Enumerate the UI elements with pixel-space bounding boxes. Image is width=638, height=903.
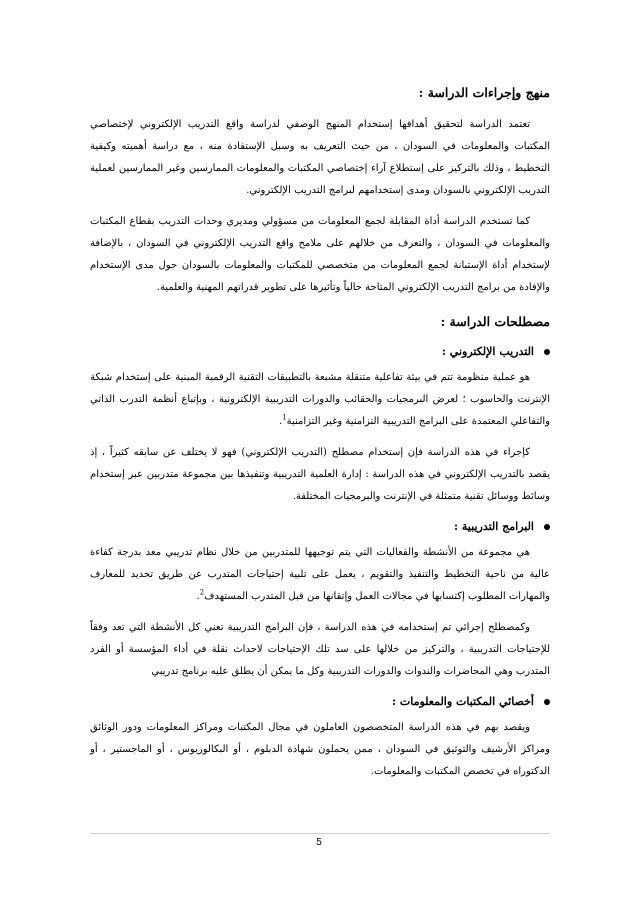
footnote-ref-1: 1: [282, 413, 287, 422]
method-paragraph-1: تعتمد الدراسة لتحقيق أهدافها إستخدام المنهج الوصفي لدراسة واقع التدريب الإلكتروني لإختصاصي المكتبات والمعلومات في السودان ، من حيث التعريف به وسبل الإستفادة منه ، مع دراسة أهميته وكيفية التخطيط ، وذلك بالتركيز على إستطلاع آراء إختصاصي المكتبات والمعلومات الممارسين وغير الممارسين لعملية التدريب الإلكتروني بالسودان ومدى إستخدامهم لبرامج التدريب الإلكتروني.: [90, 119, 550, 196]
bullet-icon: [544, 699, 550, 705]
term-title: أخصائي المكتبات والمعلومات :: [391, 695, 534, 708]
term1-paragraph-2: كإجراء في هذه الدراسة فإن إستخدام مصطلح (التدريب الإلكتروني) فهو لا يختلف عن سابقه كثيراً ، إذ يقصد بالتدريب الإلكتروني في هذه الدراسة : إدارة العلمية التدريبية وتنفيذها بين مجموعة متدربين عبر إستخدام وسائط ووسائل تقنية متمثلة في الإنترنت والبرمجيات المختلفة.: [90, 447, 550, 502]
term-title: البرامج التدريبية :: [454, 520, 534, 533]
method-heading: منهج وإجراءات الدراسة :: [418, 85, 550, 100]
term2-paragraph-2: وكمصطلح إجرائي تم إستخدامه في هذه الدراسة ، فإن البرامج التدريبية تعني كل الأنشطة التي تعد وفقاً للإحتياجات التدريبية ، والتركيز من خلالها على سد تلك الإحتياجات لاحداث نقلة في أداء المؤسسة أو الفرد المتدرب وهي المحاضرات والندوات والدورات التدريبية وكل ما يمكن أن يطلق عليه برنامج تدريبي: [90, 622, 550, 677]
terms-heading: مصطلحات الدراسة :: [440, 314, 550, 329]
term-electronic-training: [90, 343, 550, 361]
page-number: 5: [316, 837, 322, 848]
term3-paragraph-1: ويقصد بهم في هذه الدراسة المتخصصون العاملون في مجال المكتبات ومراكز المعلومات ودور الوثائق ومراكز الأرشيف والتوثيق في السودان ، ممن يحملون شهادة الدبلوم ، أو البكالوريوس ، أو الماجستير ، أو الدكتوراه في تخصص المكتبات والمعلومات.: [90, 722, 550, 777]
term1-end: .: [278, 416, 283, 427]
term1-paragraph-1: [90, 367, 550, 433]
document-body: [90, 84, 550, 792]
term1-text: هو عملية منظومة تتم في بيئة تفاعلية متنقلة مشبعة بالتطبيقات التقنية الرقمية المبنية على إستخدام شبكة الإنترنت والحاسوب ؛ لعرض البرمجيات والحقائب والدورات التدريبية الإلكترونية ، وبإتباع أنظمة التدرب الذاتي والتفاعلي المعتمدة على البرامج التدريبية التزامنية وغير التزامنية: [90, 372, 550, 427]
term2-paragraph-1: [90, 542, 550, 608]
term2-end: .: [196, 591, 200, 602]
term-training-programs: [90, 518, 550, 536]
bullet-icon: [544, 349, 550, 355]
term-title: التدريب الإلكتروني :: [441, 345, 534, 358]
bullet-icon: [544, 524, 550, 530]
footnote-ref-2: 2: [199, 588, 205, 597]
footer-divider: [90, 833, 550, 834]
method-paragraph-2: كما تستخدم الدراسة أداة المقابلة لجمع المعلومات من مسؤولي ومديري وحدات التدريب بقطاع المكتبات والمعلومات في السودان ، والتعرف من خلالهم على ملامح واقع التدريب الإلكتروني في السودان ، بالإضافة لإستخدام أداة الإستبانة لجمع المعلومات من متخصصي للمكتبات والمعلومات بالسودان حول مدى الإستخدام والإفادة من برامج التدريب الإلكتروني المتاحة حالياً وتأثيرها على تطوير قدراتهم المهنية والعلمية.: [90, 216, 550, 293]
term-library-specialist: [90, 693, 550, 711]
term2-text: هي مجموعة من الأنشطة والفعاليات التي يتم توجيهها للمتدربين من خلال نظام تدريبي معد بدرجة كفاءة عالية من ناحية التخطيط والتنفيذ والتقويم ، يعمل على تلبية إحتياجات المتدرب عن طريق تحديد للمعارف والمهارات المطلوب إكتسابها في مجالات العمل وإتقانها من قبل المتدرب المستهدف: [90, 547, 550, 602]
